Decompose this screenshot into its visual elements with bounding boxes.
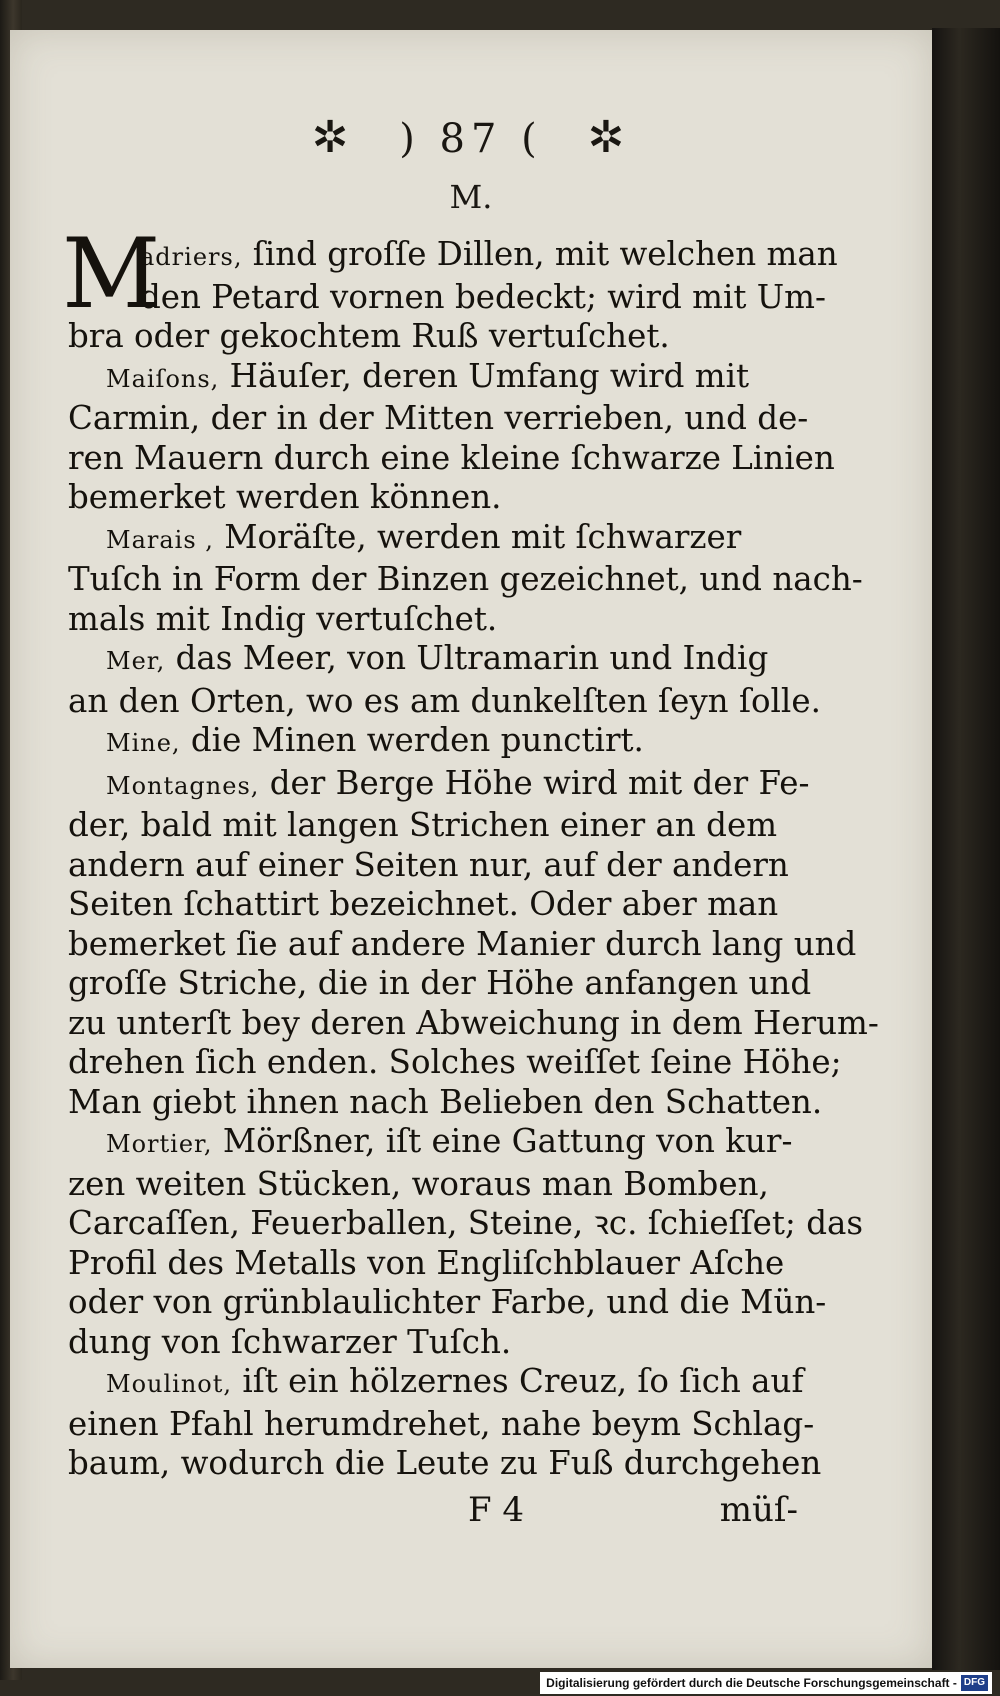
dfg-logo: DFG bbox=[961, 1675, 988, 1691]
text-line bbox=[68, 438, 835, 479]
line-text: zen weiten Stücken, woraus man Bomben, bbox=[68, 1164, 769, 1203]
text-line bbox=[68, 1244, 798, 1284]
entry-term: Maiſons, bbox=[106, 364, 220, 393]
digitization-credit bbox=[540, 1672, 992, 1694]
entry-term: Mortier, bbox=[106, 1130, 213, 1158]
text-line bbox=[68, 681, 821, 722]
line-text: den Petard vornen bedeckt; wird mit Um- bbox=[140, 277, 826, 316]
line-text: bemerket werden können. bbox=[68, 478, 502, 516]
line-text: Tuſch in Form der Binzen gezeichnet, und nach- bbox=[68, 560, 863, 598]
text-line bbox=[68, 924, 857, 965]
line-text: Seiten ſchattirt bezeichnet. Oder aber man bbox=[68, 885, 779, 923]
text-line bbox=[68, 1362, 804, 1405]
entry-term: adriers, bbox=[140, 243, 243, 271]
line-text: oder von grünblaulichter Farbe, und die Mün- bbox=[68, 1283, 827, 1321]
text-line bbox=[68, 885, 798, 925]
page-number: ) 87 ( bbox=[399, 116, 543, 162]
text-line bbox=[68, 357, 798, 400]
text-line bbox=[68, 518, 798, 561]
text-line bbox=[68, 763, 810, 807]
line-text: bra oder gekochtem Ruß vertuſchet. bbox=[68, 317, 670, 355]
line-text: dung von ſchwarzer Tuſch. bbox=[68, 1322, 512, 1361]
line-text: groſſe Striche, die in der Höhe anfangen und bbox=[68, 964, 812, 1002]
line-text: ſind groſſe Dillen, mit welchen man bbox=[242, 235, 838, 273]
credit-text: Digitalisierung gefördert durch die Deutsche Forschungsgemeinschaft - bbox=[546, 1676, 957, 1690]
text-line bbox=[68, 1444, 822, 1484]
section-letter: M. bbox=[449, 178, 493, 216]
line-text: andern auf einer Seiten nur, auf der andern bbox=[68, 845, 789, 884]
ornament-star-icon: ✲ bbox=[587, 112, 631, 163]
line-text: Mörßner, iſt eine Gattung von kur- bbox=[212, 1122, 793, 1160]
body-text bbox=[68, 235, 879, 1484]
line-text: die Minen werden punctirt. bbox=[180, 721, 644, 759]
line-text: der, bald mit langen Strichen einer an dem bbox=[68, 806, 778, 844]
text-line bbox=[68, 846, 798, 886]
text-line bbox=[68, 399, 809, 439]
entry-term: Marais , bbox=[106, 525, 214, 554]
line-text: Carmin, der in der Mitten verrieben, und de- bbox=[68, 399, 809, 437]
text-line bbox=[68, 317, 798, 357]
text-line bbox=[68, 1165, 798, 1205]
text-line bbox=[68, 721, 798, 764]
text-line bbox=[68, 560, 863, 600]
text-line bbox=[68, 806, 798, 846]
text-line bbox=[68, 1043, 842, 1083]
text-line bbox=[68, 235, 838, 278]
text-line bbox=[68, 1003, 879, 1044]
line-text: mals mit Indig vertuſchet. bbox=[68, 599, 498, 638]
line-text: Moräſte, werden mit ſchwarzer bbox=[213, 517, 742, 556]
line-text: Profil des Metalls von Engliſchblauer Aſche bbox=[68, 1243, 785, 1282]
text-line bbox=[68, 1404, 815, 1445]
line-text: an den Orten, wo es am dunkelſten ſeyn ſolle. bbox=[68, 681, 821, 720]
drop-cap: M bbox=[62, 218, 161, 330]
signature-mark: F 4 bbox=[468, 1490, 525, 1530]
line-text: Häuſer, deren Umfang wird mit bbox=[219, 356, 750, 395]
text-line bbox=[68, 639, 798, 682]
text-line bbox=[68, 1283, 827, 1323]
entry-term: Moulinot, bbox=[106, 1370, 233, 1398]
page-header bbox=[10, 112, 932, 163]
line-text: drehen ſich enden. Solches weiſſet ſeine Höhe; bbox=[68, 1043, 842, 1081]
text-line bbox=[68, 964, 812, 1004]
entry-term: Mine, bbox=[106, 729, 181, 757]
line-text: der Berge Höhe wird mit der Fe- bbox=[259, 763, 810, 802]
line-text: Man giebt ihnen nach Belieben den Schatten. bbox=[68, 1082, 823, 1121]
line-text: bemerket ſie auf andere Manier durch lang und bbox=[68, 924, 857, 963]
entry-term: Montagnes, bbox=[106, 771, 260, 800]
text-line bbox=[68, 600, 798, 640]
text-line bbox=[68, 1122, 798, 1165]
text-line bbox=[68, 1204, 864, 1244]
line-text: iſt ein hölzernes Creuz, ſo ſich auf bbox=[232, 1362, 804, 1400]
ornament-star-icon: ✲ bbox=[311, 112, 355, 163]
page-edge-shadow bbox=[932, 28, 1000, 1670]
text-line bbox=[68, 478, 798, 518]
catchword: müſ- bbox=[719, 1490, 798, 1530]
text-line bbox=[68, 1323, 798, 1363]
entry-term: Mer, bbox=[106, 647, 166, 675]
text-line bbox=[68, 1082, 823, 1123]
book-page bbox=[10, 30, 932, 1668]
line-text: ren Mauern durch eine kleine ſchwarze Linien bbox=[68, 438, 835, 477]
line-text: zu unterſt bey deren Abweichung in dem Herum- bbox=[68, 1003, 879, 1042]
line-text: Carcaſſen, Feuerballen, Steine, ꝛc. ſchieſſet; das bbox=[68, 1204, 864, 1242]
text-line bbox=[68, 277, 826, 318]
line-text: einen Pfahl herumdrehet, nahe beym Schlag- bbox=[68, 1404, 815, 1443]
line-text: baum, wodurch die Leute zu Fuß durchgehen bbox=[68, 1444, 822, 1482]
line-text: das Meer, von Ultramarin und Indig bbox=[165, 639, 769, 677]
